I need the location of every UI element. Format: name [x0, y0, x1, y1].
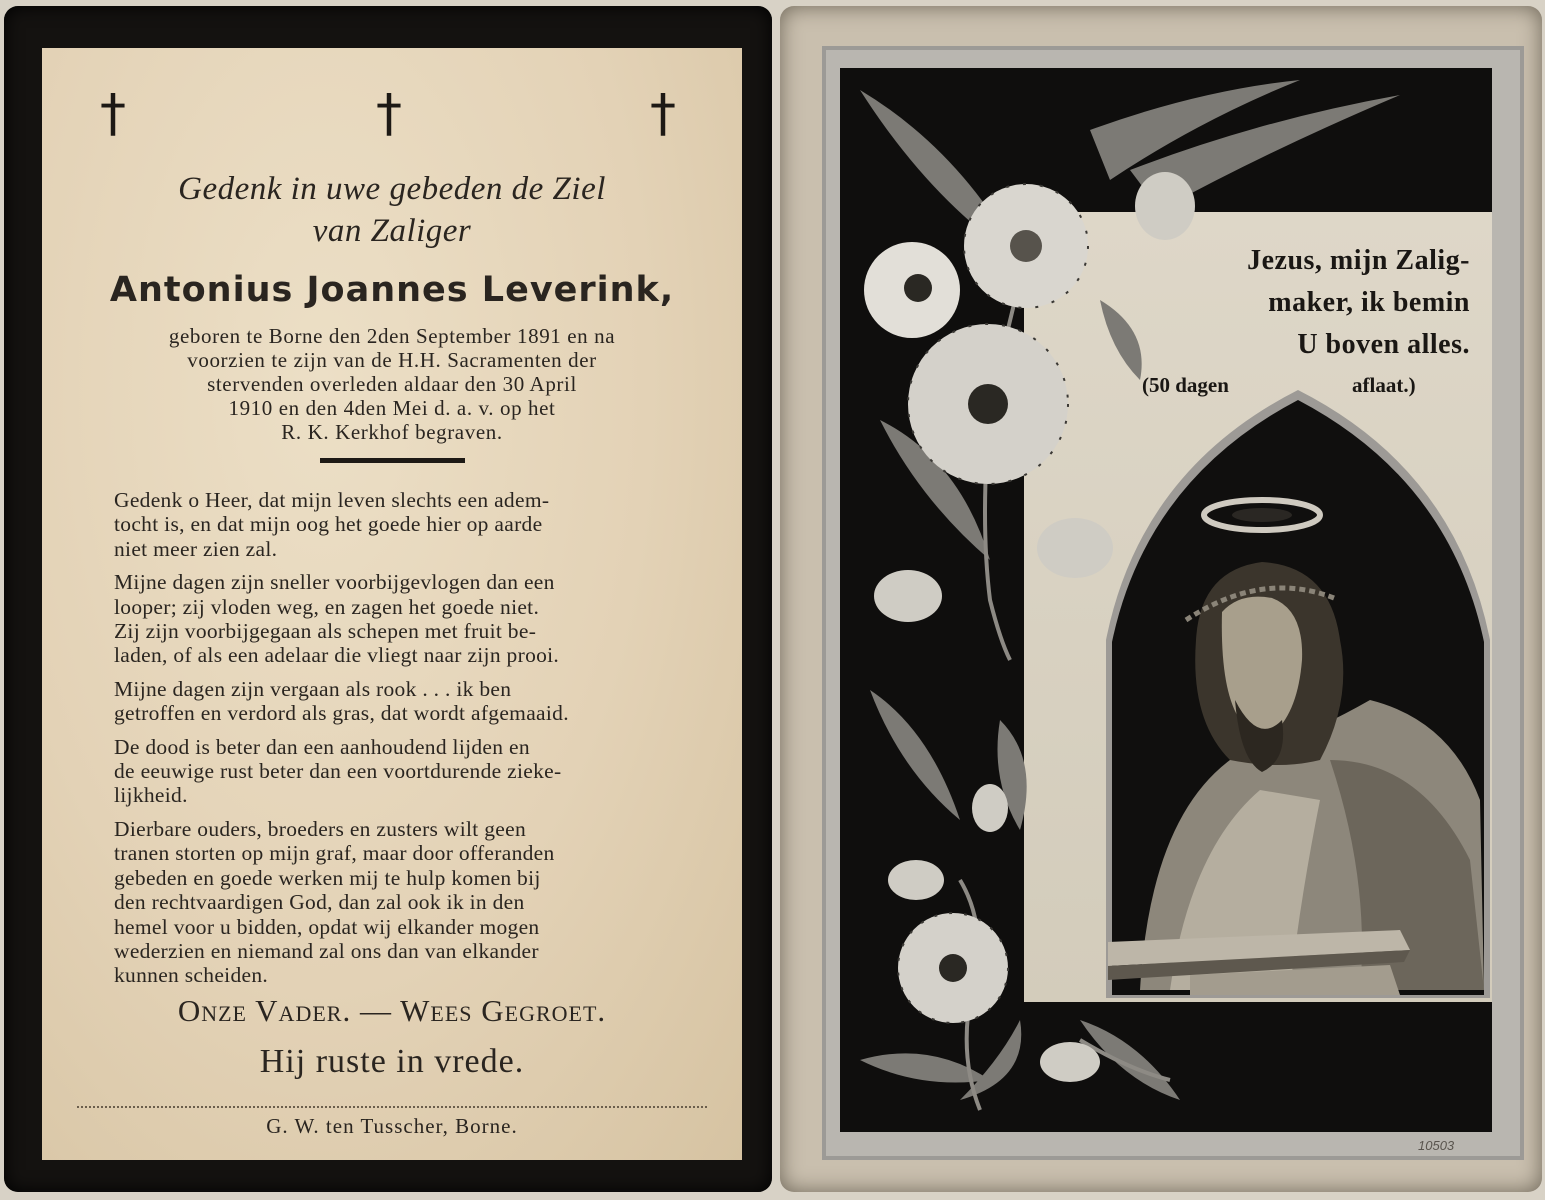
- daisy-flower-icon: [898, 913, 1008, 1023]
- text-line: niet meer zien zal.: [114, 536, 278, 561]
- text-line: tocht is, en dat mijn oog het goede hier op aarde: [114, 512, 543, 537]
- detail-line: geboren te Borne den 2den September 1891 en na: [168, 324, 616, 348]
- text-line: laden, of als een adelaar die vliegt naar zijn prooi.: [114, 643, 560, 668]
- rest-in-peace: Hij ruste in vrede.: [259, 1043, 525, 1080]
- prayers-line: Onze Vader. — Wees Gegroet.: [177, 993, 607, 1028]
- text-line: den rechtvaardigen God, dan zal ook ik in den: [114, 890, 525, 915]
- text-line: lijkheid.: [114, 783, 188, 808]
- intro-line: Gedenk in uwe gebeden de Ziel: [178, 171, 606, 207]
- intro-line: van Zaliger: [312, 213, 472, 249]
- deceased-name: Antonius Joannes Leverink,: [109, 270, 675, 310]
- text-line: tranen storten op mijn graf, maar door offeranden: [114, 841, 555, 866]
- detail-line: voorzien te zijn van de H.H. Sacramenten der: [187, 348, 597, 372]
- indulgence-note-left: (50 dagen: [1142, 373, 1229, 397]
- text-line: Gedenk o Heer, dat mijn leven slechts een adem-: [114, 488, 550, 512]
- text-line: Zij zijn voorbijgegaan als schepen met fruit be-: [114, 619, 537, 644]
- detail-line: R. K. Kerkhof begraven.: [281, 420, 503, 444]
- text-line: Dierbare ouders, broeders en zusters wilt geen: [114, 816, 526, 841]
- detail-line: stervenden overleden aldaar den 30 April: [207, 372, 577, 396]
- verse-line: maker, ik bemin: [1268, 287, 1470, 318]
- cross-icon: †: [100, 84, 126, 144]
- indulgence-note-right: aflaat.): [1352, 373, 1416, 397]
- verse-line: U boven alles.: [1297, 329, 1470, 360]
- verse-prayer: [1150, 240, 1470, 366]
- cross-icon: †: [376, 84, 402, 144]
- text-line: Mijne dagen zijn vergaan als rook . . . ik ben: [114, 676, 512, 701]
- text-line: kunnen scheiden.: [114, 963, 269, 988]
- text-line: gebeden en goede werken mij te hulp komen bij: [114, 865, 541, 890]
- verse-line: Jezus, mijn Zalig-: [1247, 245, 1470, 276]
- cross-icon: †: [650, 84, 676, 144]
- daisy-flower-icon: [908, 324, 1068, 484]
- text-line: hemel voor u bidden, opdat wij elkander mogen: [114, 914, 540, 939]
- detail-line: 1910 en den 4den Mei d. a. v. op het: [228, 396, 556, 420]
- text-line: Mijne dagen zijn sneller voorbijgevlogen dan een: [114, 570, 555, 595]
- text-line: de eeuwige rust beter dan een voortdurende zieke-: [114, 759, 562, 784]
- daisy-flower-icon: [964, 184, 1088, 308]
- text-line: wederzien en niemand zal ons dan van elkander: [114, 938, 539, 963]
- text-line: getroffen en verdord als gras, dat wordt afgemaaid.: [114, 701, 569, 726]
- daisy-flower-icon: [864, 242, 960, 338]
- plate-number: 10503: [1418, 1138, 1455, 1153]
- text-line: De dood is beter dan een aanhoudend lijden en: [114, 734, 530, 759]
- text-line: looper; zij vloden weg, en zagen het goede niet.: [114, 594, 540, 619]
- printer-credit: G. W. ten Tusscher, Borne.: [266, 1114, 518, 1138]
